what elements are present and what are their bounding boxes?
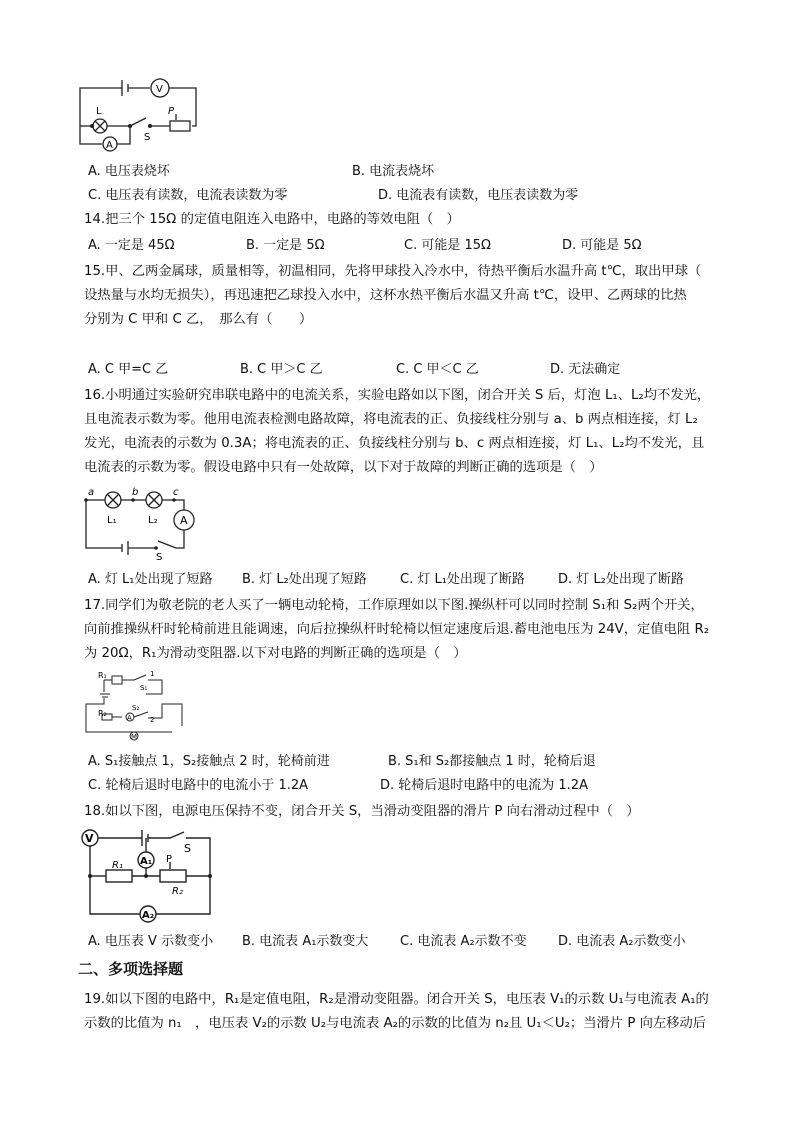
q16-option-c: C. 灯 L₁处出现了断路: [400, 572, 525, 587]
q15-option-d: D. 无法确定: [550, 362, 621, 377]
q17-option-b: B. S₁和 S₂都接触点 1 时，轮椅后退: [388, 754, 596, 769]
q13-option-a: A. 电压表烧坏: [88, 164, 170, 179]
q13-fig-label-v: V: [156, 84, 163, 95]
q18-option-d: D. 电流表 A₂示数变小: [558, 934, 686, 949]
q16-stem-line-1: 16.小明通过实验研究串联电路中的电流关系，实验电路如以下图，闭合开关 S 后，灯泡 L₁、L₂均不发光，: [84, 388, 711, 403]
q17-circuit-diagram: [82, 670, 192, 746]
q13-fig-label-a: A: [106, 140, 113, 151]
q13-circuit-diagram: [74, 74, 204, 160]
q13-fig-label-l: L: [96, 106, 102, 117]
q16-stem-line-2: 且电流表示数为零。他用电流表检测电路故障，将电流表的正、负接线柱分别与 a、b 两点相连接，灯 L₂: [84, 412, 698, 427]
q13-fig-label-p: P: [168, 106, 175, 117]
q18-fig-label-s: S: [184, 842, 191, 855]
q17-stem-line-2: 向前推操纵杆时轮椅前进且能调速，向后拉操纵杆时轮椅以恒定速度后退.蓄电池电压为 24V，定值电阻 R₂: [84, 622, 710, 637]
q15-stem-line-2: 设热量与水均无损失），再迅速把乙球投入水中，这杯水热平衡后水温又升高 t℃，设甲、乙两球的比热: [84, 288, 687, 303]
q16-option-a: A. 灯 L₁处出现了短路: [88, 572, 213, 587]
q15-stem-line-3: 分别为 C 甲和 C 乙， 那么有（ ）: [84, 312, 313, 327]
q18-fig-label-a2: A₂: [142, 910, 155, 921]
q13-option-c: C. 电压表有读数，电流表读数为零: [88, 188, 288, 203]
q16-fig-label-ammeter: A: [180, 514, 188, 527]
q16-fig-label-s: S: [156, 552, 163, 563]
q17-stem-line-1: 17.同学们为敬老院的老人买了一辆电动轮椅，工作原理如以下图.操纵杆可以同时控制 S₁和 S₂两个开关，: [84, 598, 704, 613]
q15-option-a: A. C 甲=C 乙: [88, 362, 169, 377]
q17-fig-label-r1: R₁: [98, 671, 107, 680]
q13-option-d: D. 电流表有读数，电压表读数为零: [378, 188, 579, 203]
q19-stem-line-2: 示数的比值为 n₁ ，电压表 V₂的示数 U₂与电流表 A₂的示数的比值为 n₂且 U₁＜U₂；当滑片 P 向左移动后: [84, 1016, 707, 1031]
q18-option-b: B. 电流表 A₁示数变大: [242, 934, 369, 949]
q17-stem-line-3: 为 20Ω，R₁为滑动变阻器.以下对电路的判断正确的选项是（ ）: [84, 646, 467, 661]
q18-fig-label-a1: A₁: [140, 856, 153, 867]
q17-fig-label-ammeter: A: [127, 714, 132, 722]
q16-fig-label-a-point: a: [88, 487, 95, 498]
q16-fig-label-l1: L₁: [107, 515, 117, 526]
q16-stem-line-4: 电流表的示数为零。假设电路中只有一处故障，以下对于故障的判断正确的选项是（ ）: [84, 460, 603, 475]
q18-fig-label-r2: R₂: [172, 886, 183, 897]
q17-fig-label-r2: R₂: [98, 709, 107, 718]
q14-option-b: B. 一定是 5Ω: [246, 238, 325, 253]
q18-fig-label-p: P: [166, 854, 173, 865]
q18-option-a: A. 电压表 V 示数变小: [88, 934, 214, 949]
q14-stem: 14.把三个 15Ω 的定值电阻连入电路中，电路的等效电阻（ ）: [84, 212, 460, 227]
q18-fig-label-r1: R₁: [112, 860, 123, 871]
q15-option-c: C. C 甲＜C 乙: [396, 362, 479, 377]
q17-option-c: C. 轮椅后退时电路中的电流小于 1.2A: [88, 778, 309, 793]
q17-fig-label-s1: S₁: [140, 684, 148, 692]
q18-stem: 18.如以下图，电源电压保持不变，闭合开关 S，当滑动变阻器的滑片 P 向右滑动过程中（ ）: [84, 804, 640, 819]
q17-fig-label-contact-2: 2: [150, 716, 155, 724]
q17-fig-label-contact-1: 1: [150, 670, 155, 678]
q17-option-a: A. S₁接触点 1，S₂接触点 2 时，轮椅前进: [88, 754, 330, 769]
q15-option-b: B. C 甲＞C 乙: [240, 362, 323, 377]
q18-option-c: C. 电流表 A₂示数不变: [400, 934, 527, 949]
q17-option-d: D. 轮椅后退时电路中的电流为 1.2A: [380, 778, 588, 793]
q16-fig-label-b-point: b: [132, 487, 139, 498]
q16-option-d: D. 灯 L₂处出现了断路: [558, 572, 684, 587]
q16-option-b: B. 灯 L₂处出现了短路: [242, 572, 367, 587]
q13-option-b: B. 电流表烧坏: [352, 164, 435, 179]
q16-stem-line-3: 发光，电流表的示数为 0.3A；将电流表的正、负接线柱分别与 b、c 两点相连接，灯 L₁、L₂均不发光，且: [84, 436, 705, 451]
q18-circuit-diagram: [80, 826, 216, 926]
q17-fig-label-motor: M: [131, 733, 138, 741]
q18-fig-label-v: V: [85, 832, 94, 845]
q16-fig-label-l2: L₂: [148, 515, 158, 526]
q19-stem-line-1: 19.如以下图的电路中，R₁是定值电阻，R₂是滑动变阻器。闭合开关 S，电压表 V₁的示数 U₁与电流表 A₁的: [84, 992, 709, 1007]
q16-fig-label-c-point: c: [173, 487, 179, 498]
q17-fig-label-s2: S₂: [132, 704, 140, 712]
q14-option-c: C. 可能是 15Ω: [404, 238, 491, 253]
q16-circuit-diagram: [80, 486, 210, 564]
q15-stem-line-1: 15.甲、乙两金属球，质量相等，初温相同，先将甲球投入冷水中，待热平衡后水温升高 t℃，取出甲球（: [84, 264, 702, 279]
q14-option-a: A. 一定是 45Ω: [88, 238, 175, 253]
section-title-multiple-choice: 二、多项选择题: [78, 960, 184, 978]
q13-fig-label-s: S: [144, 132, 151, 143]
q14-option-d: D. 可能是 5Ω: [562, 238, 642, 253]
